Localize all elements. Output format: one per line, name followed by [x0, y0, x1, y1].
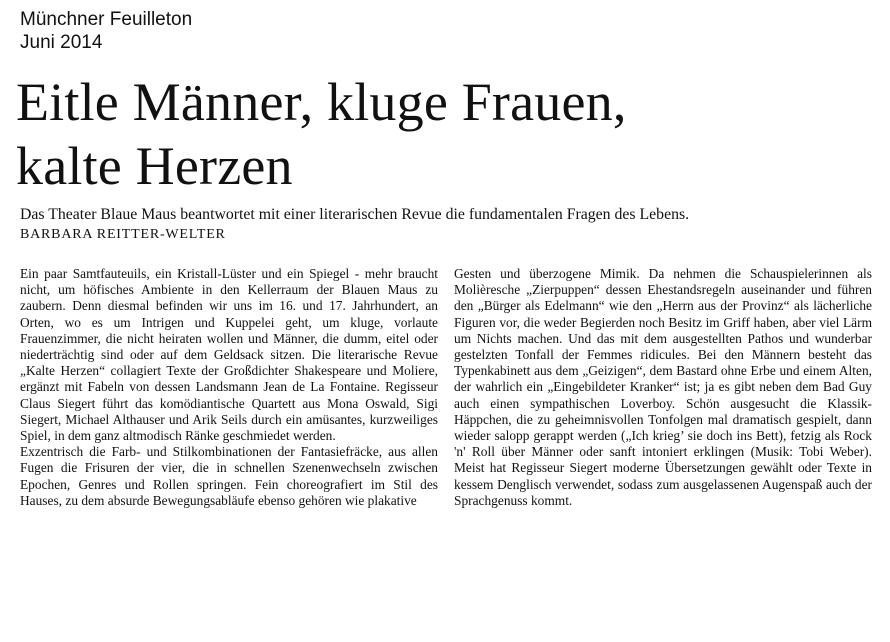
article-paragraph: Ein paar Samtfauteuils, ein Kristall-Lüster und ein Spiegel - mehr braucht nicht, um höfisches Ambiente in den Kellerraum der Blauen Maus zu zaubern. Denn diesmal befinden wir uns im 16. und 17. Jahrhundert, an Orten, wo es um Intrigen und Kuppelei geht, um kluge, vorlaute Frauenzimmer, die nicht heiraten wollen und Männer, die dumm, eitel oder niederträchtig sind oder auf dem Geldsack sitzen. Die literarische Revue „Kalte Herzen“ collagiert Texte der Großdichter Shakespeare und Moliere, ergänzt mit Fabeln von dessen Landsmann Jean de La Fontaine. Regisseur Claus Siegert führt das komödiantische Quartett aus Mona Oswald, Sigi Siegert, Michael Althauser und Arik Seils durch ein amüsantes, kurzweiliges Spiel, in dem ganz altmodisch Ränke geschmiedet werden.: [20, 266, 438, 444]
headline-line-2: kalte Herzen: [16, 136, 293, 196]
article-subtitle: Das Theater Blaue Maus beantwortet mit einer literarischen Revue die fundamentalen Fragen des Lebens.: [20, 206, 690, 223]
issue-date: Juni 2014: [20, 32, 103, 53]
publication-name: Münchner Feuilleton: [20, 9, 193, 30]
headline-line-1: Eitle Männer, kluge Frauen,: [16, 72, 627, 132]
article-headline: [16, 70, 876, 198]
article-paragraph: Gesten und überzogene Mimik. Da nehmen die Schauspielerinnen als Molièresche „Zierpuppen“ dessen Ehestandsregeln auseinander und führen den „Bürger als Edelmann“ wie den „Herrn aus der Provinz“ als lächerliche Figuren vor, die weder Begierden noch Besitz im Griff haben, aber viel Lärm um Nichts machen. Und das mit dem ausgestellten Pathos und wunderbar gestelzten Tonfall der Femmes ridicules. Bei den Männern besteht das Typenkabinett aus dem „Geizigen“, dem Bastard ohne Erbe und einem Alten, der wahrlich ein „Eingebildeter Kranker“ ist; ja es gibt neben dem Bad Guy auch einen sympathischen Loverboy. Schön ausgesucht die Klassik-Häppchen, die zu geheimnisvollen Tonfolgen mal dramatisch gespielt, dann wieder salopp gerappt werden („Ich krieg’ sie doch ins Bett), fetzig als Rock 'n' Roll über Männer oder sanft intoniert erklingen (Musik: Tobi Weber). Meist hat Regisseur Siegert moderne Übersetzungen gewählt oder Texte in kessem Denglisch verwendet, sodass zum ausgelassenen Augenspaß auch der Sprachgenuss kommt.: [454, 266, 872, 508]
article-paragraph: Exzentrisch die Farb- und Stilkombinationen der Fantasiefräcke, aus allen Fugen die Frisuren der vier, die in schnellen Szenenwechseln zwischen Epochen, Genres und Rollen springen. Fein choreografiert im Stil des Hauses, zu dem absurde Bewegungsabläufe ebenso gehören wie plakative: [20, 444, 438, 508]
masthead: [20, 8, 192, 54]
article-column-left: [20, 266, 438, 509]
article-author: BARBARA REITTER-WELTER: [20, 227, 226, 242]
article-column-right: [454, 266, 872, 509]
